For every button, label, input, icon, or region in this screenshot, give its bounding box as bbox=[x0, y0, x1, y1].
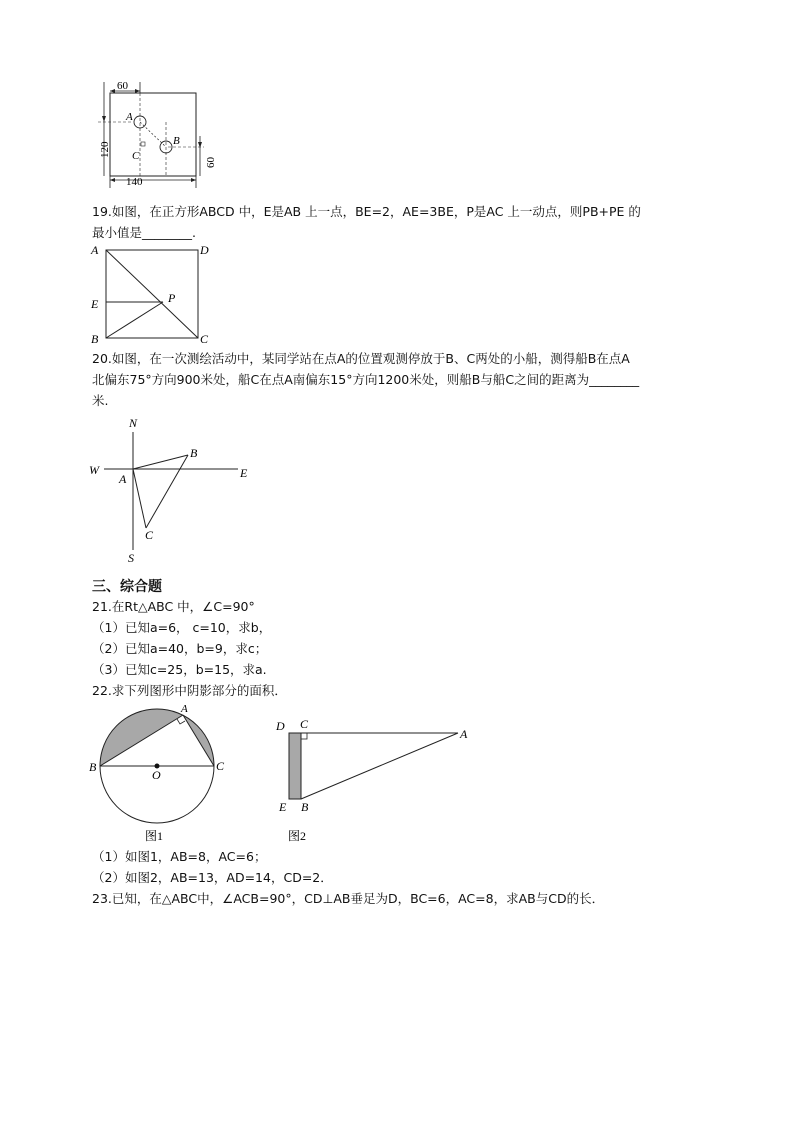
sq-label-d: D bbox=[200, 243, 209, 257]
label-b: B bbox=[173, 135, 180, 147]
sq-label-a: A bbox=[91, 243, 99, 257]
fig2-label-e: E bbox=[279, 800, 287, 814]
q23-stem: 23.已知，在△ABC中，∠ACB=90°，CD⊥AB垂足为D，BC=6，AC=8，求AB与CD的长． bbox=[92, 891, 605, 906]
fig1-label-o: O bbox=[152, 768, 161, 782]
figure-compass-boats bbox=[86, 412, 266, 568]
dim-bottom-label: 140 bbox=[126, 176, 143, 188]
compass-w: W bbox=[89, 463, 99, 477]
dim-top-label: 60 bbox=[117, 80, 128, 92]
figure-circle-shaded bbox=[88, 700, 228, 848]
q20-line1: 20.如图，在一次测绘活动中，某同学站在点A的位置观测停放于B、C两处的小船，测得船B在点A bbox=[92, 351, 630, 366]
q22-part2: （2）如图2，AB=13，AD=14，CD=2． bbox=[92, 870, 333, 885]
q21-stem: 21.在Rt△ABC 中，∠C=90° bbox=[92, 599, 255, 614]
label-a: A bbox=[126, 111, 133, 123]
dim-left-label: 120 bbox=[99, 141, 111, 158]
question-22-parts bbox=[92, 846, 604, 909]
fig1-label-b: B bbox=[89, 760, 97, 774]
figure-square-abcd bbox=[88, 240, 218, 346]
label-c: C bbox=[132, 150, 140, 162]
q22-part1: （1）如图1，AB=8，AC=6； bbox=[92, 849, 267, 864]
point-a: A bbox=[119, 472, 127, 486]
q19-line2: 最小值是________. bbox=[92, 225, 196, 240]
question-20 bbox=[92, 348, 639, 411]
q21-part2: （2）已知a=40，b=9，求c； bbox=[92, 641, 268, 656]
q19-line1: 19.如图，在正方形ABCD 中，E是AB 上一点，BE=2，AE=3BE，P是AC 上一动点，则PB+PE 的 bbox=[92, 204, 641, 219]
point-c: C bbox=[145, 528, 154, 542]
fig2-label-c: C bbox=[300, 717, 309, 731]
compass-s: S bbox=[128, 551, 134, 565]
q20-line3: 米. bbox=[92, 393, 109, 408]
fig2-label-a: A bbox=[460, 727, 468, 741]
q21-part1: （1）已知a=6， c=10，求b， bbox=[92, 620, 272, 635]
fig2-label-d: D bbox=[276, 719, 285, 733]
fig1-label-c: C bbox=[216, 759, 225, 773]
fig2-caption: 图2 bbox=[288, 829, 307, 843]
dim-right-label: 60 bbox=[205, 157, 217, 168]
figure-rect-triangle bbox=[272, 716, 482, 846]
sq-label-p: P bbox=[168, 291, 176, 305]
figure-plate-holes bbox=[92, 78, 217, 194]
q21-part3: （3）已知c=25，b=15，求a. bbox=[92, 662, 267, 677]
sq-label-e: E bbox=[91, 297, 99, 311]
compass-n: N bbox=[129, 416, 138, 430]
q20-line2: 北偏东75°方向900米处，船C在点A南偏东15°方向1200米处，则船B与船C之间的距离为________ bbox=[92, 372, 640, 387]
compass-e: E bbox=[240, 466, 248, 480]
q22-stem: 22.求下列图形中阴影部分的面积． bbox=[92, 683, 287, 698]
fig1-caption: 图1 bbox=[145, 829, 164, 843]
question-21 bbox=[92, 596, 287, 701]
question-19 bbox=[92, 201, 641, 243]
fig1-label-a: A bbox=[181, 703, 188, 715]
fig2-label-b: B bbox=[301, 800, 309, 814]
sq-label-b: B bbox=[91, 332, 99, 346]
sq-label-c: C bbox=[200, 332, 209, 346]
point-b: B bbox=[190, 446, 198, 460]
section-title: 三、综合题 bbox=[92, 579, 162, 595]
